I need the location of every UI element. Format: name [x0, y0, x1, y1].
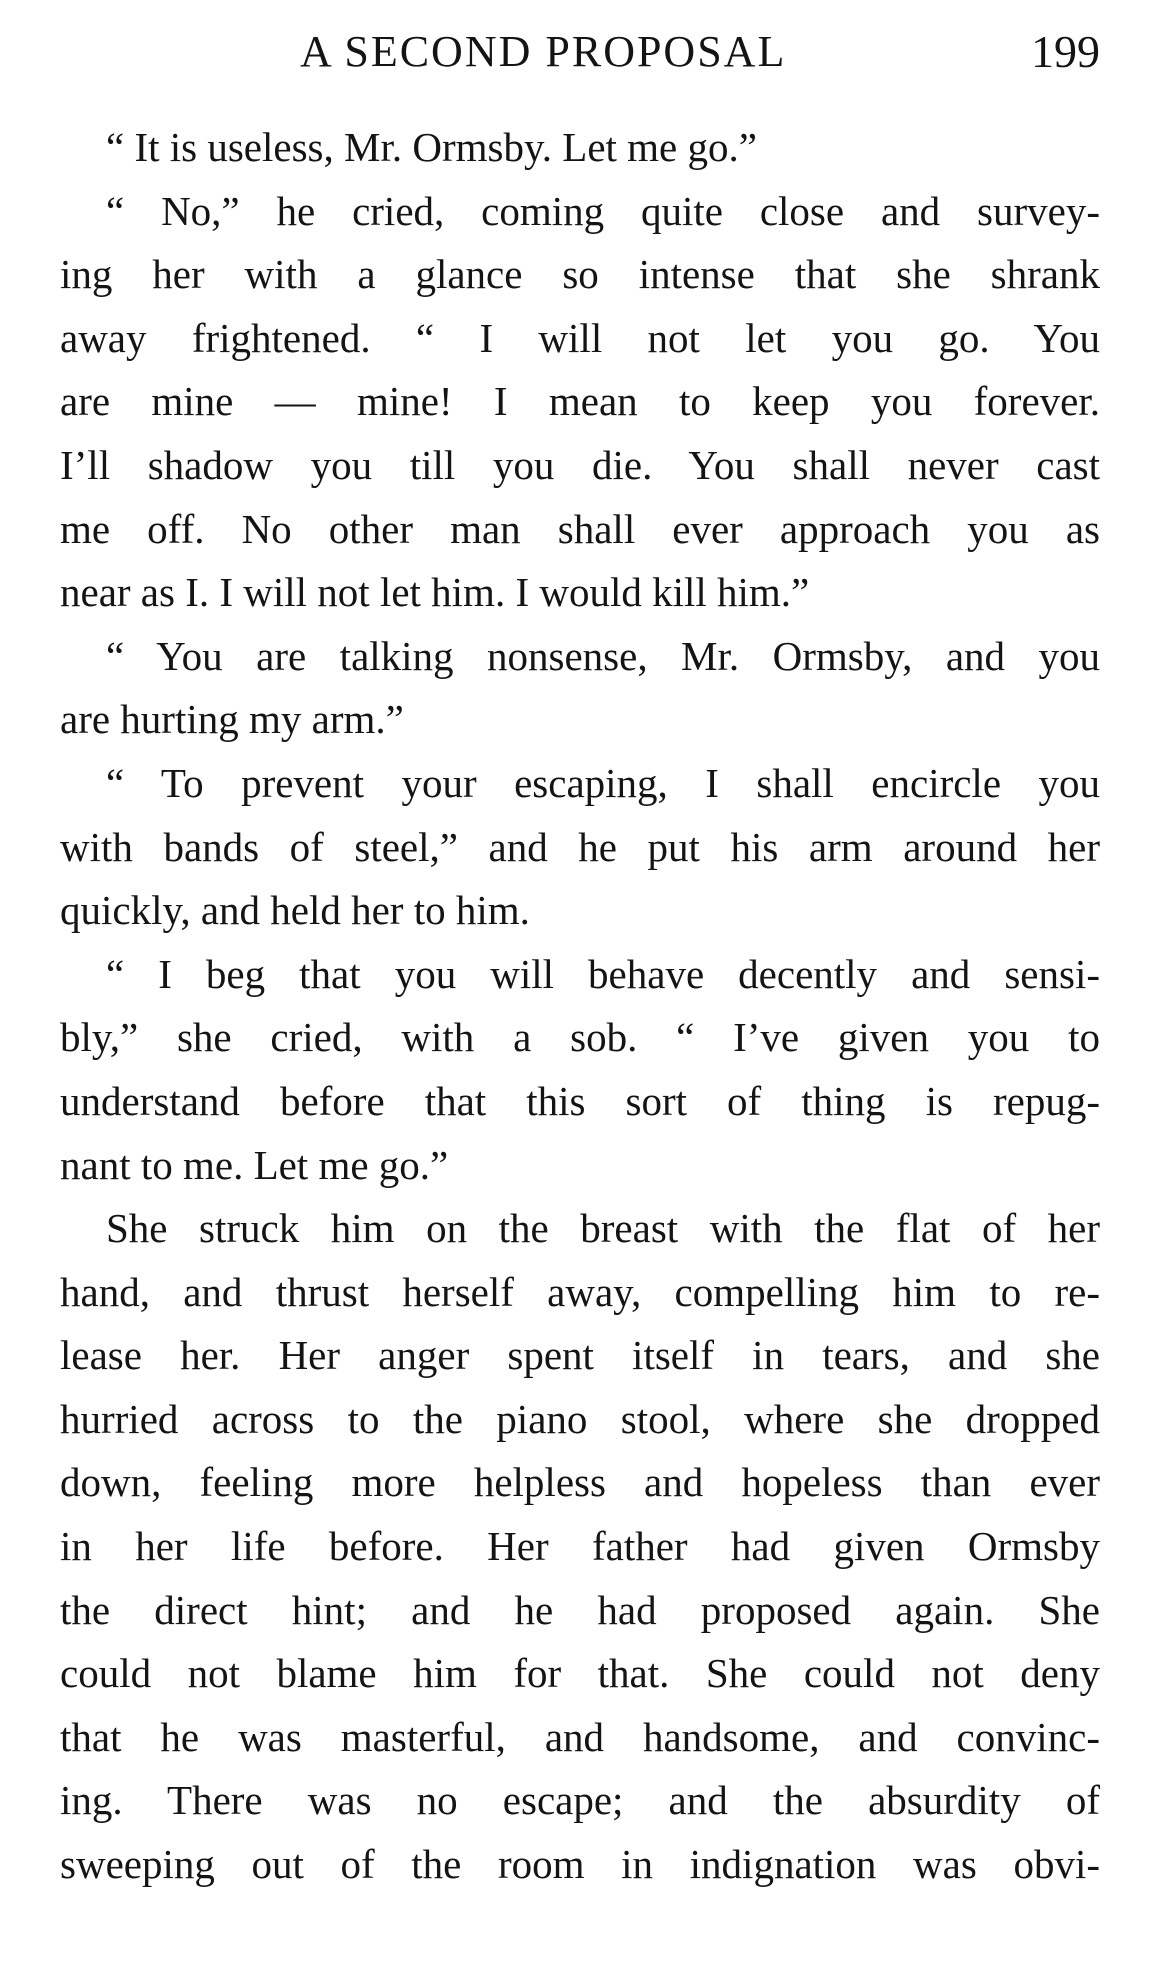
text-line: could not blame him for that. She could not deny — [60, 1650, 1100, 1697]
text-line: “ I beg that you will behave decently and sensi- — [106, 950, 1100, 997]
text-line: ing her with a glance so intense that she shrank — [60, 251, 1100, 298]
text-line: are mine — mine! I mean to keep you forever. — [60, 378, 1100, 425]
chapter-title: A SECOND PROPOSAL — [300, 27, 787, 76]
text-line: the direct hint; and he had proposed again. She — [60, 1586, 1100, 1633]
running-head — [60, 22, 1100, 82]
text-line: ing. There was no escape; and the absurdity of — [60, 1777, 1100, 1824]
text-line: understand before that this sort of thing is repug- — [60, 1077, 1100, 1124]
text-line: me off. No other man shall ever approach you as — [60, 505, 1100, 552]
text-line: nant to me. Let me go.” — [60, 1141, 449, 1188]
text-line: are hurting my arm.” — [60, 696, 404, 743]
text-line: “ No,” he cried, coming quite close and survey- — [106, 187, 1100, 234]
body-text — [60, 116, 1100, 1897]
page-number: 199 — [1031, 26, 1100, 77]
text-line: bly,” she cried, with a sob. “ I’ve given you to — [60, 1014, 1100, 1061]
text-line: that he was masterful, and handsome, and convinc- — [60, 1713, 1100, 1760]
text-line: away frightened. “ I will not let you go. You — [60, 314, 1100, 361]
text-line: hurried across to the piano stool, where she dropped — [60, 1395, 1100, 1442]
text-line: down, feeling more helpless and hopeless than ever — [60, 1459, 1100, 1506]
text-line: in her life before. Her father had given Ormsby — [60, 1523, 1100, 1570]
text-line: near as I. I will not let him. I would kill him.” — [60, 569, 810, 616]
text-line: “ You are talking nonsense, Mr. Ormsby, and you — [106, 632, 1100, 679]
text-line: She struck him on the breast with the flat of her — [106, 1205, 1100, 1252]
text-line: hand, and thrust herself away, compelling him to re- — [60, 1268, 1100, 1315]
text-line: sweeping out of the room in indignation was obvi- — [60, 1841, 1100, 1888]
text-line: “ To prevent your escaping, I shall encircle you — [106, 759, 1100, 806]
text-line: lease her. Her anger spent itself in tears, and she — [60, 1332, 1100, 1379]
text-line: “ It is useless, Mr. Ormsby. Let me go.” — [106, 124, 757, 170]
text-line: quickly, and held her to him. — [60, 887, 530, 934]
text-line: with bands of steel,” and he put his arm around her — [60, 823, 1100, 870]
text-line: I’ll shadow you till you die. You shall never cast — [60, 441, 1100, 488]
